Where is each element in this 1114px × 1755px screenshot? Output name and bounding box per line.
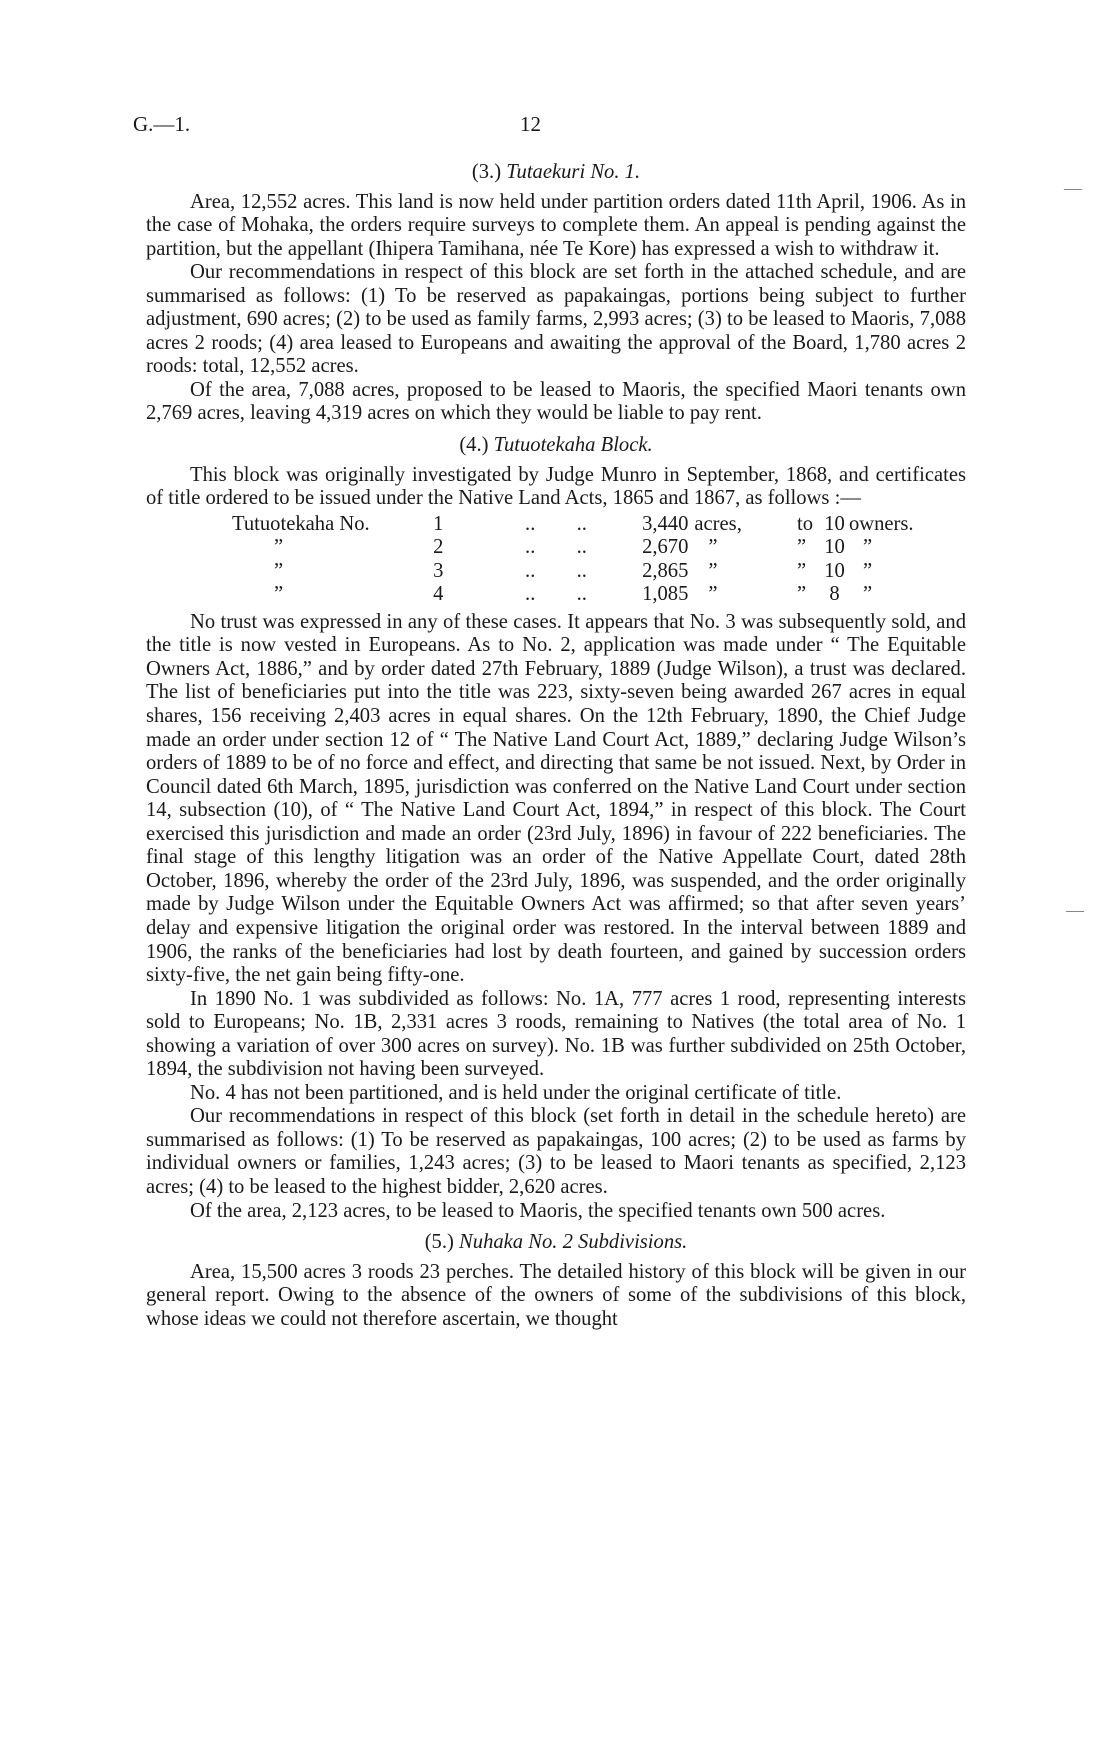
table-row: Tutuotekaha No. 1 .. .. 3,440 acres, to 10 owners. [232, 512, 914, 535]
table-row: ” 4 .. .. 1,085 ” ” 8 ” [274, 583, 873, 606]
paragraph: No trust was expressed in any of these cases. It appears that No. 3 was subsequently sold, and the title is now vested in Europeans. As to No. 2, application was made under “ The Equitable Owners Act, 1886,” and by order dated 27th February, 1889 (Judge Wilson), a trust was declared. The list of beneficiaries put into the title was 223, sixty-seven being awarded 267 acres in equal shares, 156 receiving 2,403 acres in equal shares. On the 12th February, 1890, the Chief Judge made an order under section 12 of “ The Native Land Court Act, 1889,” declaring Judge Wilson’s orders of 1889 to be of no force and effect, and directing that same be not issued. Next, by Order in Council dated 6th March, 1895, jurisdiction was conferred on the Native Land Court under section 14, subsection (10), of “ The Native Land Court Act, 1894,” in respect of this block. The Court exercised this jurisdiction and made an order (23rd July, 1896) in favour of 222 beneficiaries. The final stage of this lengthy litigation was an order of the Native Appellate Court, dated 28th October, 1896, whereby the order of the 23rd July, 1896, was suspended, and the order originally made by Judge Wilson under the Equitable Owners Act was affirmed; so that after seven years’ delay and expensive litigation the original order was restored. In the interval between 1889 and 1906, the ranks of the beneficiaries had lost by death fourteen, and gained by succession orders sixty-five, the net gain being fifty-one. [146, 610, 966, 987]
table-row: ” 3 .. .. 2,865 ” ” 10 ” [274, 559, 873, 582]
paragraph: Our recommendations in respect of this block (set forth in detail in the schedule hereto) are summarised as follows: (1) To be reserved as papakaingas, 100 acres; (2) to be used as farms by individual owners or families, 1,243 acres; (3) to be leased to Maori tenants as specified, 2,123 acres; (4) to be leased to the highest bidder, 2,620 acres. [146, 1105, 966, 1198]
page-number: 12 [520, 112, 541, 136]
table-row: ” 2 .. .. 2,670 ” ” 10 ” [274, 536, 873, 559]
section-heading-3: (3.) Tutaekuri No. 1. [471, 161, 641, 183]
paragraph: Area, 12,552 acres. This land is now held under partition orders dated 11th April, 1906. As in the case of Mohaka, the orders require surveys to complete them. An appeal is pending against the partition, but the appellant (Ihipera Tamihana, née Te Kore) has expressed a wish to withdraw it. [146, 190, 966, 260]
document-body [146, 161, 966, 1331]
margin-dash-mark: — [1066, 900, 1084, 920]
section-heading-4: (4.) Tutuotekaha Block. [459, 434, 653, 457]
section-heading-5: (5.) Nuhaka No. 2 Subdivisions. [424, 1231, 688, 1254]
paragraph: No. 4 has not been partitioned, and is held under the original certificate of title. [190, 1081, 842, 1104]
certificates-table [232, 513, 966, 607]
paragraph: In 1890 No. 1 was subdivided as follows: No. 1A, 777 acres 1 rood, representing interests sold to Europeans; No. 1B, 2,331 acres 3 roods, remaining to Natives (the total area of No. 1 showing a variation of over 300 acres on survey). No. 1B was further subdivided on 25th October, 1894, the subdivision not having been surveyed. [146, 987, 966, 1081]
paragraph: Of the area, 2,123 acres, to be leased to Maoris, the specified tenants own 500 acres. [190, 1199, 886, 1222]
paragraph: Of the area, 7,088 acres, proposed to be leased to Maoris, the specified Maori tenants own 2,769 acres, leaving 4,319 acres on which they would be liable to pay rent. [146, 378, 966, 425]
page-reference: G.—1. [133, 112, 191, 136]
paragraph: Our recommendations in respect of this block are set forth in the attached schedule, and are summarised as follows: (1) To be reserved as papakaingas, portions being subject to further adjustment, 690 acres; (2) to be used as family farms, 2,993 acres; (3) to be leased to Maoris, 7,088 acres 2 roods; (4) area leased to Europeans and awaiting the approval of the Board, 1,780 acres 2 roods: total, 12,552 acres. [146, 261, 966, 378]
paragraph: This block was originally investigated by Judge Munro in September, 1868, and certificates of title ordered to be issued under the Native Land Acts, 1865 and 1867, as follows :— [146, 463, 966, 510]
paragraph: Area, 15,500 acres 3 roods 23 perches. The detailed history of this block will be given in our general report. Owing to the absence of the owners of some of the subdivisions of this block, whose ideas we could not therefore ascertain, we thought [146, 1260, 966, 1330]
margin-dash-mark: — [1064, 178, 1082, 198]
